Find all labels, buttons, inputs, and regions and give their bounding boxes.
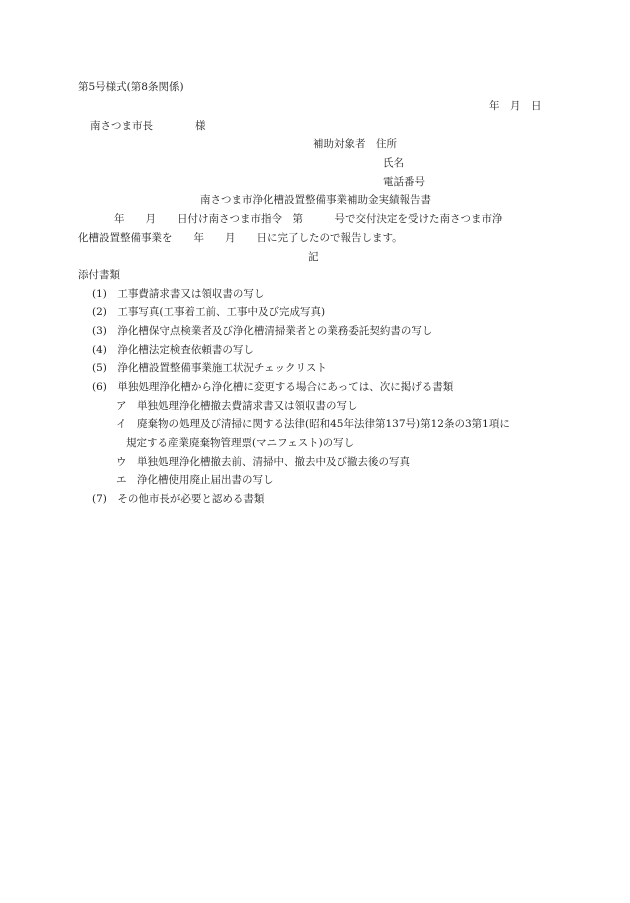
attachment-item-3: (3) 浄化槽保守点検業者及び浄化槽清掃業者との業務委託契約書の写し (92, 325, 433, 337)
form-number: 第5号様式(第8条関係) (78, 81, 184, 93)
attachment-item-6: (6) 単独処理浄化槽から浄化槽に変更する場合にあっては、次に掲げる書類 (92, 381, 454, 393)
document-title: 南さつま市浄化槽設置整備事業補助金実績報告書 (200, 194, 431, 206)
attachment-sub-e: エ 浄化槽使用廃止届出書の写し (116, 474, 274, 486)
attachment-sub-i-line-2: 規定する産業廃棄物管理票(マニフェスト)の写し (126, 437, 355, 449)
date-line: 年 月 日 (489, 100, 542, 112)
attachment-item-4: (4) 浄化槽法定検査依頼書の写し (92, 344, 254, 356)
applicant-phone-label: 電話番号 (383, 176, 425, 188)
ki-heading: 記 (308, 251, 319, 263)
attachment-item-7: (7) その他市長が必要と認める書類 (92, 493, 265, 505)
body-line-2: 化槽設置整備事業を 年 月 日に完了したので報告します。 (78, 232, 403, 244)
addressee: 南さつま市長 様 (90, 120, 206, 132)
attachment-item-2: (2) 工事写真(工事着工前、工事中及び完成写真) (92, 306, 326, 318)
body-line-1: 年 月 日付け南さつま市指令 第 号で交付決定を受けた南さつま市浄 (114, 213, 503, 225)
applicant-address-label: 補助対象者 住所 (313, 138, 397, 150)
attachment-item-1: (1) 工事費請求書又は領収書の写し (92, 288, 265, 300)
applicant-name-label: 氏名 (383, 157, 404, 169)
attachment-item-5: (5) 浄化槽設置整備事業施工状況チェックリスト (92, 362, 327, 374)
attachment-sub-a: ア 単独処理浄化槽撤去費請求書又は領収書の写し (116, 400, 358, 412)
attachment-sub-i-line-1: イ 廃棄物の処理及び清掃に関する法律(昭和45年法律第137号)第12条の3第1項に (116, 418, 510, 430)
attachments-heading: 添付書類 (78, 269, 120, 281)
attachment-sub-u: ウ 単独処理浄化槽撤去前、清掃中、撤去中及び撤去後の写真 (116, 456, 410, 468)
